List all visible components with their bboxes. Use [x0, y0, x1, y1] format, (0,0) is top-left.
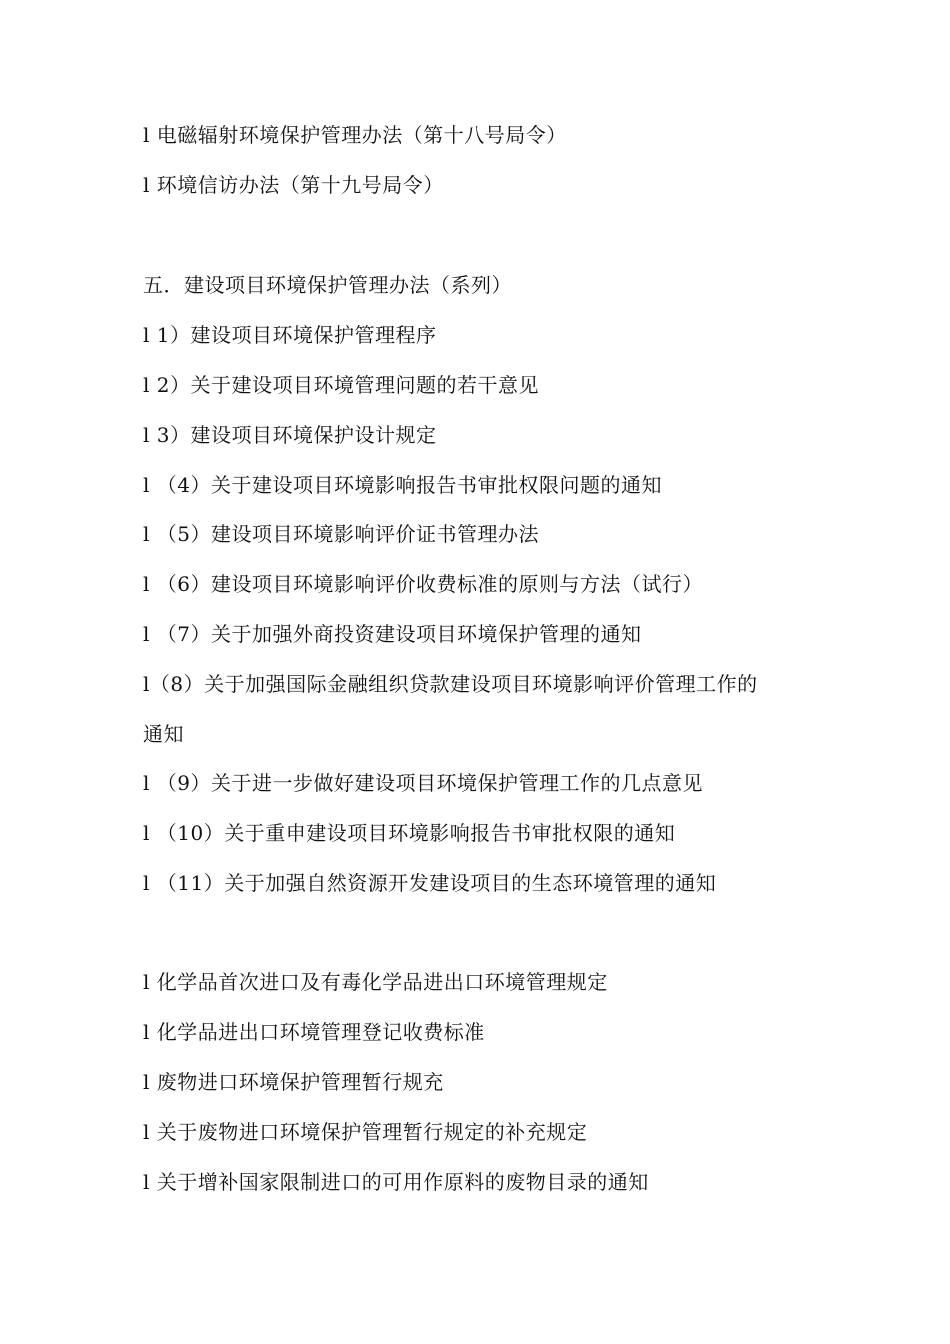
list-item-continuation: 通知: [143, 722, 184, 746]
list-item: l （10）关于重申建设项目环境影响报告书审批权限的通知: [143, 821, 676, 845]
list-item: l 化学品首次进口及有毒化学品进出口环境管理规定: [143, 970, 608, 994]
list-item: l 电磁辐射环境保护管理办法（第十八号局令）: [143, 123, 567, 147]
list-item: l 1）建设项目环境保护管理程序: [143, 323, 437, 347]
list-item: l （6）建设项目环境影响评价收费标准的原则与方法（试行）: [143, 572, 703, 596]
list-item: l 环境信访办法（第十九号局令）: [143, 173, 444, 197]
list-item: l （4）关于建设项目环境影响报告书审批权限问题的通知: [143, 473, 662, 497]
list-item: l （7）关于加强外商投资建设项目环境保护管理的通知: [143, 622, 642, 646]
list-item: l （9）关于进一步做好建设项目环境保护管理工作的几点意见: [143, 771, 703, 795]
section-title: 五．建设项目环境保护管理办法（系列）: [143, 273, 512, 297]
list-item: l 3）建设项目环境保护设计规定: [143, 423, 437, 447]
list-item: l 废物进口环境保护管理暂行规充: [143, 1070, 444, 1094]
list-item: l （11）关于加强自然资源开发建设项目的生态环境管理的通知: [143, 871, 717, 895]
list-item: l 关于增补国家限制进口的可用作原料的废物目录的通知: [143, 1170, 649, 1194]
list-item: l 2）关于建设项目环境管理问题的若干意见: [143, 373, 539, 397]
list-item: l 关于废物进口环境保护管理暂行规定的补充规定: [143, 1120, 588, 1144]
list-item: l （5）建设项目环境影响评价证书管理办法: [143, 522, 539, 546]
list-item: l 化学品进出口环境管理登记收费标准: [143, 1020, 485, 1044]
list-item: l（8）关于加强国际金融组织贷款建设项目环境影响评价管理工作的: [143, 672, 758, 696]
